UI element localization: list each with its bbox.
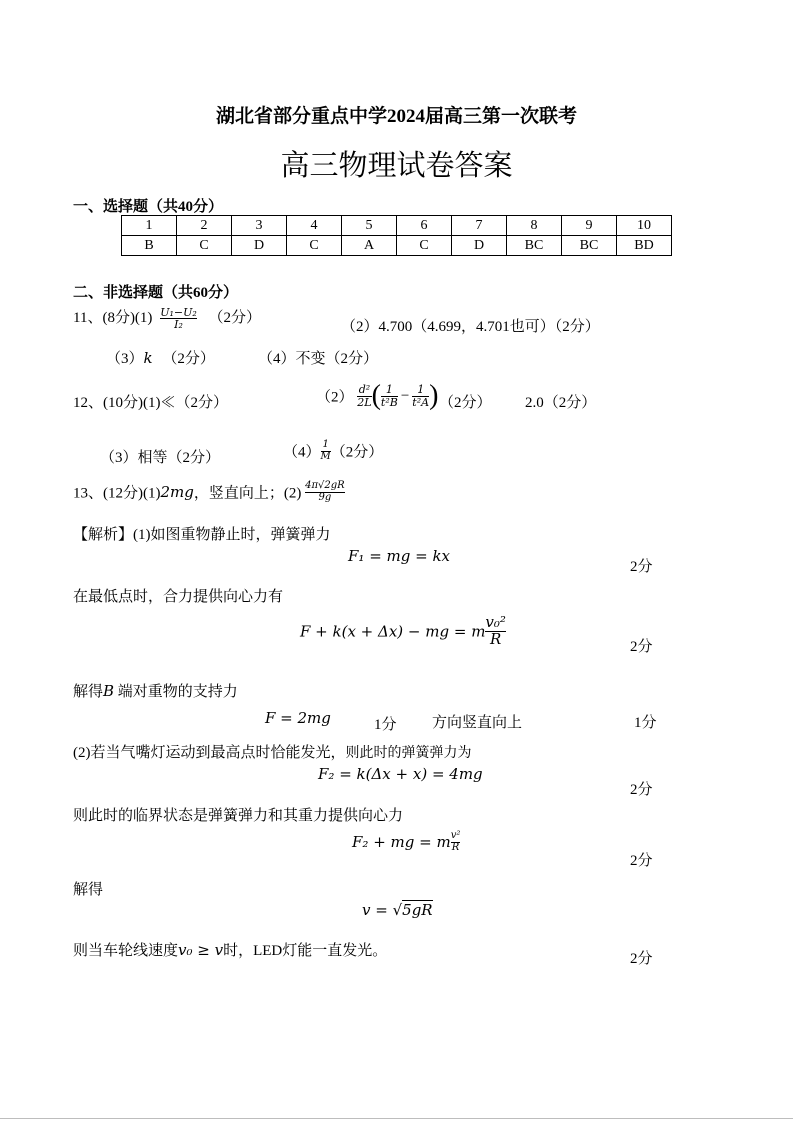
q13-eq3-direction: 方向竖直向上 <box>432 715 523 731</box>
q13-eq5 <box>352 831 460 853</box>
table-cell: 8 <box>507 216 562 236</box>
section-1-title: 一、选择题（共40分） <box>73 199 224 215</box>
table-cell: BC <box>507 236 562 256</box>
page-title: 高三物理试卷答案 <box>280 148 513 182</box>
table-cell: D <box>232 236 287 256</box>
q13-final-math: v₀ ≥ v <box>178 941 224 959</box>
table-cell: 9 <box>562 216 617 236</box>
q13-critical: 则此时的临界状态是弹簧弹力和其重力提供向心力 <box>73 808 404 824</box>
table-cell: BD <box>617 236 672 256</box>
q13-eq2-score: 2分 <box>630 639 653 655</box>
q11-part-4: （4）不变（2分） <box>258 351 379 367</box>
table-cell: D <box>452 236 507 256</box>
q13-eq5-frac <box>451 831 461 853</box>
table-cell: BC <box>562 236 617 256</box>
table-cell: 2 <box>177 216 232 236</box>
q13-ans2-den: 9g <box>305 492 345 504</box>
table-cell: 4 <box>287 216 342 236</box>
q12-part4-den: M <box>320 450 331 462</box>
q11-frac-num: U₁−U₂ <box>160 305 197 319</box>
q13-part2-text-small: 则此时的弹簧弹力为 <box>345 746 472 761</box>
page-bottom-divider <box>0 1118 793 1119</box>
q11-part3-var: k <box>143 349 153 367</box>
answer-table <box>121 215 672 256</box>
q13-eq2-den: R <box>485 631 506 648</box>
q13-solve-b-post: 端对重物的支持力 <box>114 684 238 700</box>
table-cell: B <box>122 236 177 256</box>
section-2-title: 二、非选择题（共60分） <box>73 285 239 301</box>
exam-subtitle: 湖北省部分重点中学2024届高三第一次联考 <box>215 106 577 127</box>
q11-prefix: 11、(8分)(1) <box>73 310 153 326</box>
q11-fraction <box>160 307 197 331</box>
table-cell: 1 <box>122 216 177 236</box>
table-cell: 10 <box>617 216 672 236</box>
q13-eq2-num: v₀² <box>485 613 506 631</box>
q13-eq6-score: 2分 <box>630 951 653 967</box>
q12-part-2b: 2.0（2分） <box>525 395 597 411</box>
q12-score-2: （2分） <box>439 395 492 411</box>
q13-eq4: F₂ = k(Δx + x) = 4mg <box>318 765 483 783</box>
q12-inner-den2: t²A <box>412 395 430 409</box>
q13-eq5-left: F₂ + mg = m <box>352 833 451 851</box>
q13-eq6: v = √5gR <box>362 901 433 919</box>
q13-ans1: 2mg <box>160 483 194 501</box>
q12-inner-num2: 1 <box>417 382 425 396</box>
q11-part3-score: （2分） <box>162 351 215 367</box>
q13-eq5-den: R <box>451 841 460 853</box>
q13-solve-b <box>73 680 238 701</box>
q13-final-pre: 则当车轮线速度 <box>73 943 179 959</box>
table-cell: C <box>287 236 342 256</box>
q13-eq1: F₁ = mg = kx <box>348 547 451 565</box>
table-cell: C <box>177 236 232 256</box>
q11-part-2: （2）4.700（4.699，4.701也可）（2分） <box>341 319 600 335</box>
q12-part-3: （3）相等（2分） <box>100 450 221 466</box>
q12-inner-den1: t²B <box>380 395 398 409</box>
q13-eq3-score: 1分 <box>374 717 397 733</box>
q12-part-2: （2） $\frac{\text{d²}}{2L}$ ( $\frac{1}{\text{t²B}}$ − $\frac{1}{\text{t²A}}$ ) <box>316 380 439 411</box>
q12-part-1: 12、(10分)(1)≪（2分） <box>73 395 228 411</box>
q13-eq4-score: 2分 <box>630 782 653 798</box>
q13-eq5-num: v² <box>450 830 461 841</box>
table-cell: 6 <box>397 216 452 236</box>
q13-eq6-left: v = <box>362 901 393 919</box>
q12-coef-den: 2L <box>357 395 372 409</box>
q11-line-2 <box>106 347 215 368</box>
q12-part-4 <box>283 440 383 462</box>
q13-ans1-suffix: ，竖直向上；(2) <box>193 485 302 502</box>
table-cell: 5 <box>342 216 397 236</box>
q13-part2-text: (2)若当气嘴灯运动到最高点时恰能发光， <box>73 745 346 761</box>
q13-eq2-left: F + k(x + Δx) − mg = m <box>300 622 486 641</box>
q13-solve-b-pre: 解得 <box>73 684 104 700</box>
q11-part3-prefix: （3） <box>106 351 144 367</box>
q12-part4-frac <box>321 440 331 462</box>
q12-part4-score: （2分） <box>330 444 384 461</box>
q13-eq3-direction-score: 1分 <box>634 715 657 731</box>
q13-final-post: 时，LED灯能一直发光。 <box>223 943 388 959</box>
q13-solve-2: 解得 <box>73 882 104 898</box>
q12-inner-num1: 1 <box>385 382 393 396</box>
q13-eq6-root: 5gR <box>402 901 433 919</box>
q12-part2-label: （2） <box>316 389 354 406</box>
q13-eq1-score: 2分 <box>630 559 653 575</box>
q13-final <box>73 939 387 960</box>
table-cell: C <box>397 236 452 256</box>
q13-eq5-score: 2分 <box>630 853 653 869</box>
q13-ans2-num: 4π√2gR <box>305 480 345 491</box>
answer-table-number-row <box>122 216 672 236</box>
q13-analysis: 【解析】(1)如图重物静止时，弹簧弹力 <box>73 527 331 543</box>
q13-eq2 <box>300 615 506 648</box>
q12-coef <box>357 384 371 408</box>
table-cell: 3 <box>232 216 287 236</box>
q13-lowest-point: 在最低点时，合力提供向心力有 <box>73 589 284 605</box>
q12-inner-1 <box>381 384 398 408</box>
q13-part-2 <box>73 741 472 762</box>
answer-table-answer-row <box>122 236 672 256</box>
q11-frac-den: I₂ <box>160 318 197 331</box>
q11-score-1: （2分） <box>208 310 262 326</box>
q13-solve-b-var: B <box>103 682 115 700</box>
q13-ans2-frac <box>305 481 345 503</box>
q12-inner-2 <box>412 384 429 408</box>
q13-prefix: 13、(12分)(1) <box>73 485 161 502</box>
q11-line-1 <box>73 306 261 331</box>
table-cell: 7 <box>452 216 507 236</box>
q12-part4-label: （4） <box>283 444 321 461</box>
q13-eq3: F = 2mg <box>265 709 331 727</box>
q13-answers <box>73 481 345 503</box>
q13-eq2-frac <box>485 615 506 648</box>
q12-part4-num: 1 <box>322 439 329 450</box>
q12-coef-num: d² <box>358 382 371 396</box>
table-cell: A <box>342 236 397 256</box>
